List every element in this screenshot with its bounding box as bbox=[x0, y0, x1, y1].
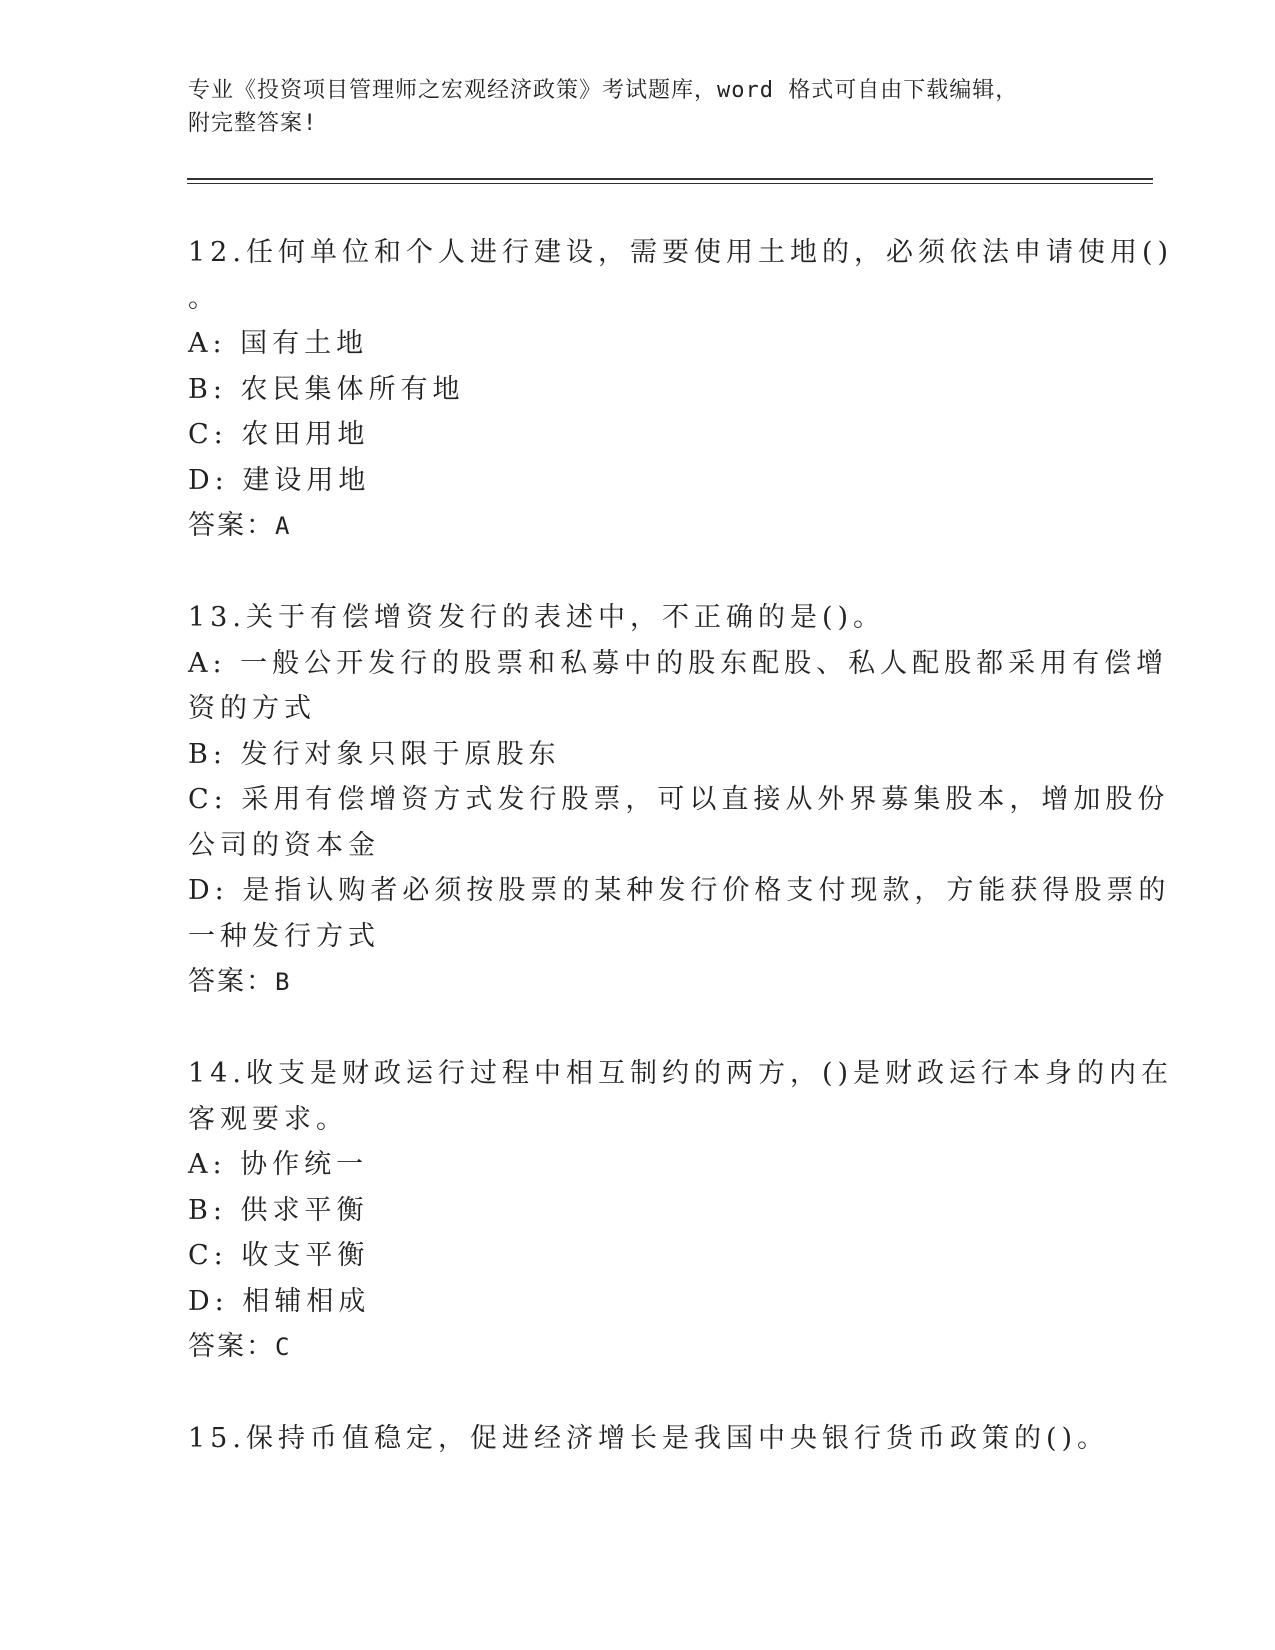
question-stem-line: 14.收支是财政运行过程中相互制约的两方，()是财政运行本身的内在 bbox=[188, 1058, 1174, 1089]
question-stem-line: 15.保持币值稳定，促进经济增长是我国中央银行货币政策的()。 bbox=[188, 1423, 1110, 1454]
question-list bbox=[188, 230, 1174, 1462]
option-line: 一种发行方式 bbox=[188, 920, 380, 952]
question-stem-line: 13.关于有偿增资发行的表述中，不正确的是()。 bbox=[188, 602, 886, 633]
answer-label: 答案： bbox=[188, 1331, 275, 1362]
answer-line bbox=[188, 503, 1068, 550]
question-block bbox=[188, 595, 1171, 1006]
header-divider-thick bbox=[187, 178, 1153, 180]
question-spacer bbox=[188, 1006, 1068, 1052]
question-block bbox=[188, 1051, 1174, 1371]
answer-value: A bbox=[275, 512, 292, 540]
answer-value: C bbox=[275, 1333, 292, 1361]
answer-label: 答案： bbox=[188, 510, 275, 541]
question-spacer bbox=[188, 550, 1068, 596]
option-line: A: 一般公开发行的股票和私募中的股东配股、私人配股都采用有偿增 bbox=[188, 647, 1169, 679]
option-line: B: 发行对象只限于原股东 bbox=[188, 738, 561, 770]
answer-line bbox=[188, 1324, 1068, 1371]
option-line: D: 相辅相成 bbox=[188, 1285, 371, 1317]
question-stem-line: 。 bbox=[188, 282, 220, 314]
header-line-1: 专业《投资项目管理师之宏观经济政策》考试题库，word 格式可自由下载编辑， bbox=[188, 78, 1019, 103]
question-stem-line: 12.任何单位和个人进行建设，需要使用土地的，必须依法申请使用() bbox=[188, 237, 1174, 268]
option-line: B: 农民集体所有地 bbox=[188, 373, 465, 405]
question-block bbox=[188, 230, 1174, 550]
header-line-2: 附完整答案! bbox=[188, 111, 318, 136]
option-line: 资的方式 bbox=[188, 693, 316, 724]
question-spacer bbox=[188, 1371, 1068, 1417]
option-line: C: 收支平衡 bbox=[188, 1240, 370, 1271]
question-block bbox=[188, 1416, 1110, 1462]
header-divider-thin bbox=[187, 183, 1153, 184]
option-line: C: 农田用地 bbox=[188, 419, 370, 450]
answer-value: B bbox=[275, 968, 292, 996]
answer-label: 答案： bbox=[188, 966, 275, 997]
document-header bbox=[188, 74, 1068, 140]
option-line: D: 建设用地 bbox=[188, 464, 371, 496]
option-line: B: 供求平衡 bbox=[188, 1194, 369, 1226]
question-stem-line: 客观要求。 bbox=[188, 1103, 348, 1135]
option-line: 公司的资本金 bbox=[188, 829, 380, 861]
option-line: A: 协作统一 bbox=[188, 1149, 369, 1180]
option-line: A: 国有土地 bbox=[188, 328, 369, 359]
answer-line bbox=[188, 959, 1068, 1006]
option-line: D: 是指认购者必须按股票的某种发行价格支付现款，方能获得股票的 bbox=[188, 875, 1171, 906]
option-line: C: 采用有偿增资方式发行股票，可以直接从外界募集股本，增加股份 bbox=[188, 784, 1170, 815]
